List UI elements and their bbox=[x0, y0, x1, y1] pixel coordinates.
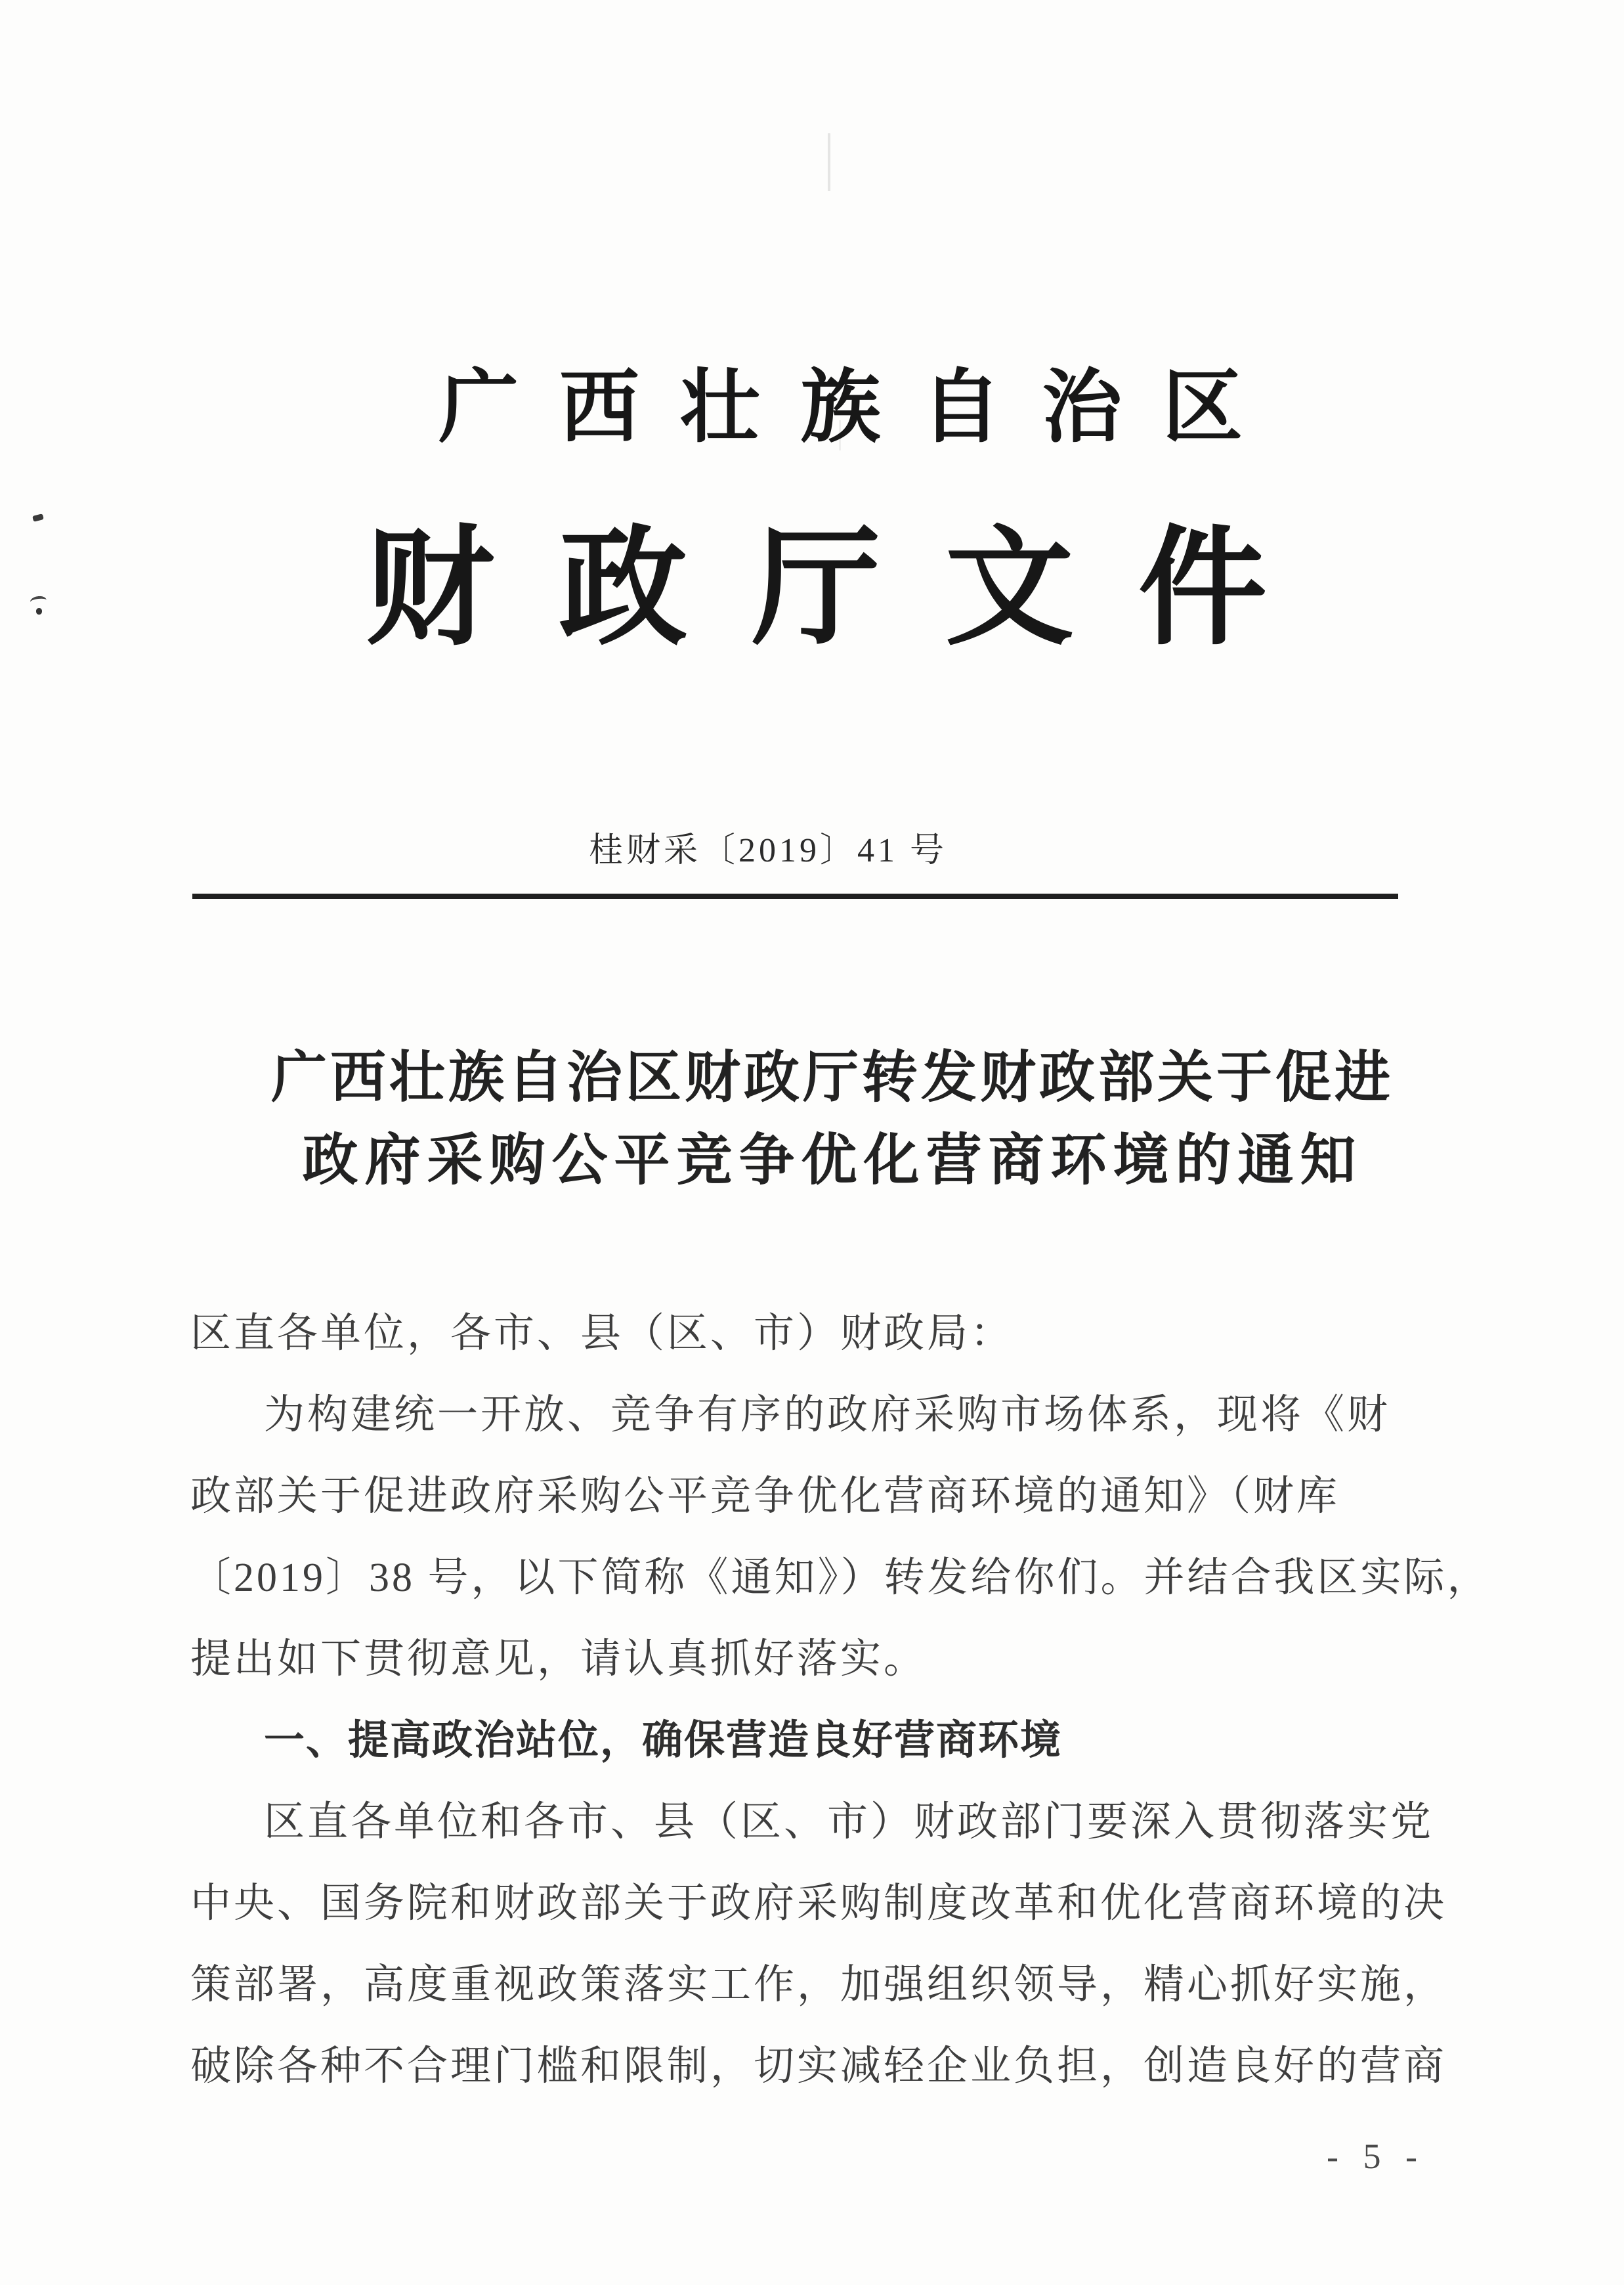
body-line: 提出如下贯彻意见，请认真抓好落实。 bbox=[190, 1637, 928, 1682]
salutation-line: 区直各单位，各市、县（区、市）财政局： bbox=[190, 1311, 1014, 1356]
scan-artifact bbox=[30, 596, 47, 607]
document-title bbox=[20, 1037, 1624, 1202]
document-title-line-2: 政府采购公平竞争优化营商环境的通知 bbox=[302, 1129, 1363, 1192]
body-line: 政部关于促进政府采购公平竞争优化营商环境的通知》（财库 bbox=[190, 1474, 1340, 1519]
document-number: 桂财采〔2019〕41 号 bbox=[588, 832, 947, 869]
scan-artifact bbox=[36, 608, 42, 615]
document-body bbox=[190, 1293, 1490, 2107]
body-line: 策部署，高度重视政策落实工作，加强组织领导，精心抓好实施， bbox=[190, 1963, 1447, 2007]
document-title-line-1: 广西壮族自治区财政厅转发财政部关于促进 bbox=[270, 1047, 1394, 1109]
page-number: - 5 - bbox=[1327, 2137, 1425, 2176]
body-line: 破除各种不合理门槛和限制，切实减轻企业负担，创造良好的营商 bbox=[190, 2044, 1447, 2089]
scan-streak bbox=[828, 133, 830, 191]
letterhead-org-name: 广 西 壮 族 自 治 区 bbox=[438, 363, 1243, 452]
divider-rule bbox=[192, 894, 1398, 899]
body-line: 为构建统一开放、竞争有序的政府采购市场体系，现将《财 bbox=[264, 1393, 1391, 1437]
body-line: 中央、国务院和财政部关于政府采购制度改革和优化营商环境的决 bbox=[190, 1881, 1447, 1926]
body-line: 区直各单位和各市、县（区、市）财政部门要深入贯彻落实党 bbox=[264, 1800, 1434, 1844]
body-line: 〔2019〕38 号，以下简称《通知》）转发给你们。并结合我区实际， bbox=[190, 1556, 1491, 1600]
scan-artifact bbox=[32, 513, 44, 522]
letterhead-doc-type: 财 政 厅 文 件 bbox=[366, 518, 1267, 661]
section-heading: 一、提高政治站位，确保营造良好营商环境 bbox=[264, 1718, 1063, 1763]
